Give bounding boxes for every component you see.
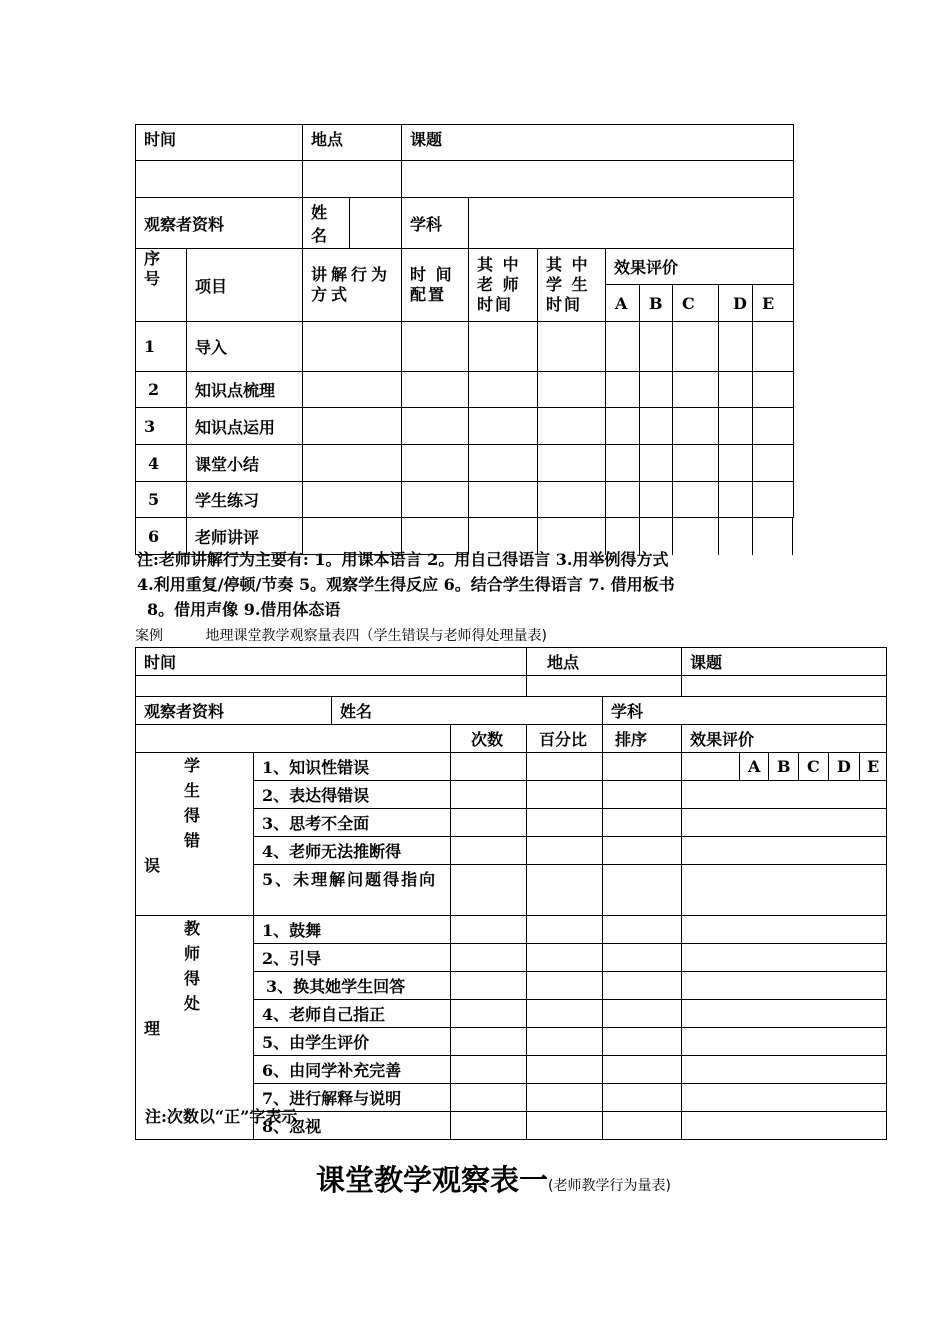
note-2: 注:次数以“正”字表示 [145, 1107, 298, 1126]
t2-handling-item: 4、老师自己指正 [254, 1000, 451, 1028]
t2-percent-header: 百分比 [527, 725, 603, 753]
t1-row-num: 4 [136, 445, 187, 482]
t1-time-value[interactable] [136, 161, 303, 198]
t2-time-label: 时间 [136, 648, 527, 676]
t1-subject-label: 学科 [402, 198, 469, 249]
t2-handling-item: 1、鼓舞 [254, 916, 451, 944]
t1-teacher-time-header: 其 中 老 师 时间 [469, 249, 538, 322]
t1-row-num: 1 [136, 322, 187, 372]
caption-title: 地理课堂教学观察量表四（学生错误与老师得处理量表) [205, 628, 547, 644]
t1-student-time-header: 其 中 学 生 时间 [538, 249, 606, 322]
t1-row-num: 6 [136, 518, 187, 555]
t1-time-alloc-header: 时 间 配置 [402, 249, 469, 322]
t1-effect-header: 效果评价 [606, 249, 794, 285]
t1-subject-value[interactable] [469, 198, 794, 249]
footer-subtitle: (老师教学行为量表) [548, 1178, 671, 1194]
note-1-line2: 4.利用重复/停顿/节奏 5。观察学生得反应 6。结合学生得语言 7. 借用板书 [137, 575, 675, 594]
t2-effect-header: 效果评价 [682, 725, 887, 753]
t2-place-label: 地点 [527, 648, 682, 676]
t2-error-item: 1、知识性错误 [254, 753, 451, 781]
t1-row-num: 3 [136, 408, 187, 445]
t1-grade-c: C [673, 285, 719, 322]
t2-subject-value[interactable] [682, 697, 887, 725]
t1-grade-e: E [753, 285, 794, 322]
t2-grade-e: E [860, 753, 887, 781]
t2-group-teacher-handling: 教 师 得 处 理 [136, 916, 254, 1140]
t1-grade-b: B [640, 285, 673, 322]
t2-handling-item: 7、进行解释与说明 [254, 1084, 451, 1112]
t2-grade-a: A [740, 753, 769, 781]
t2-error-item: 4、老师无法推断得 [254, 837, 451, 865]
t2-error-item: 3、思考不全面 [254, 809, 451, 837]
t1-place-value[interactable] [303, 161, 402, 198]
t1-grade-a: A [606, 285, 640, 322]
t2-handling-item: 8、忽视 [254, 1112, 451, 1140]
t1-name-value[interactable] [350, 198, 402, 249]
t2-error-item: 5、未理解问题得指向 [254, 865, 451, 916]
t1-row-label: 课堂小结 [187, 445, 303, 482]
t2-handling-item: 5、由学生评价 [254, 1028, 451, 1056]
t2-handling-item: 3、换其她学生回答 [254, 972, 451, 1000]
t2-topic-label: 课题 [682, 648, 887, 676]
t2-place-value[interactable] [527, 676, 682, 697]
footer-heading [316, 1158, 671, 1199]
t1-row-num: 5 [136, 482, 187, 518]
t1-explain-header: 讲解行为方式 [303, 249, 402, 322]
t1-topic-value[interactable] [402, 161, 794, 198]
t2-topic-value[interactable] [682, 676, 887, 697]
t1-name-label: 姓名 [303, 198, 350, 249]
t1-topic-label: 课题 [402, 125, 794, 161]
t2-grade-d: D [829, 753, 860, 781]
t1-row-label: 老师讲评 [187, 518, 303, 555]
t2-name-label: 姓名 [332, 697, 603, 725]
t1-row-label: 学生练习 [187, 482, 303, 518]
t2-grade-b: B [769, 753, 799, 781]
t1-item-header: 项目 [187, 249, 303, 322]
t2-rank-header: 排序 [603, 725, 682, 753]
note-1-line1: 注:老师讲解行为主要有: 1。用课本语言 2。用自己得语言 3.用举例得方式 [137, 550, 669, 569]
t1-row-label: 知识点运用 [187, 408, 303, 445]
t2-handling-item: 2、引导 [254, 944, 451, 972]
t1-row-label: 导入 [187, 322, 303, 372]
t1-seq-header: 序号 [136, 249, 187, 322]
observation-table-2 [135, 647, 887, 1140]
t2-time-value[interactable] [136, 676, 527, 697]
t2-observer-label: 观察者资料 [136, 697, 332, 725]
t1-place-label: 地点 [303, 125, 402, 161]
t2-subject-label: 学科 [603, 697, 682, 725]
footer-title: 课堂教学观察表一 [316, 1163, 549, 1197]
observation-table-1 [135, 124, 794, 555]
t1-row-label: 知识点梳理 [187, 372, 303, 408]
caption-prefix: 案例 [135, 628, 163, 644]
t2-count-header: 次数 [451, 725, 527, 753]
t1-grade-d: D [719, 285, 753, 322]
t1-time-label: 时间 [136, 125, 303, 161]
t2-group-student-errors: 学 生 得 错 误 [136, 753, 254, 916]
note-1 [137, 547, 817, 622]
note-1-line3: 8。借用声像 9.借用体态语 [147, 600, 341, 619]
t2-grade-c: C [799, 753, 829, 781]
t2-handling-item: 6、由同学补充完善 [254, 1056, 451, 1084]
t1-observer-label: 观察者资料 [136, 198, 303, 249]
table-2-caption [135, 625, 547, 645]
t1-row-num: 2 [136, 372, 187, 408]
t2-error-item: 2、表达得错误 [254, 781, 451, 809]
